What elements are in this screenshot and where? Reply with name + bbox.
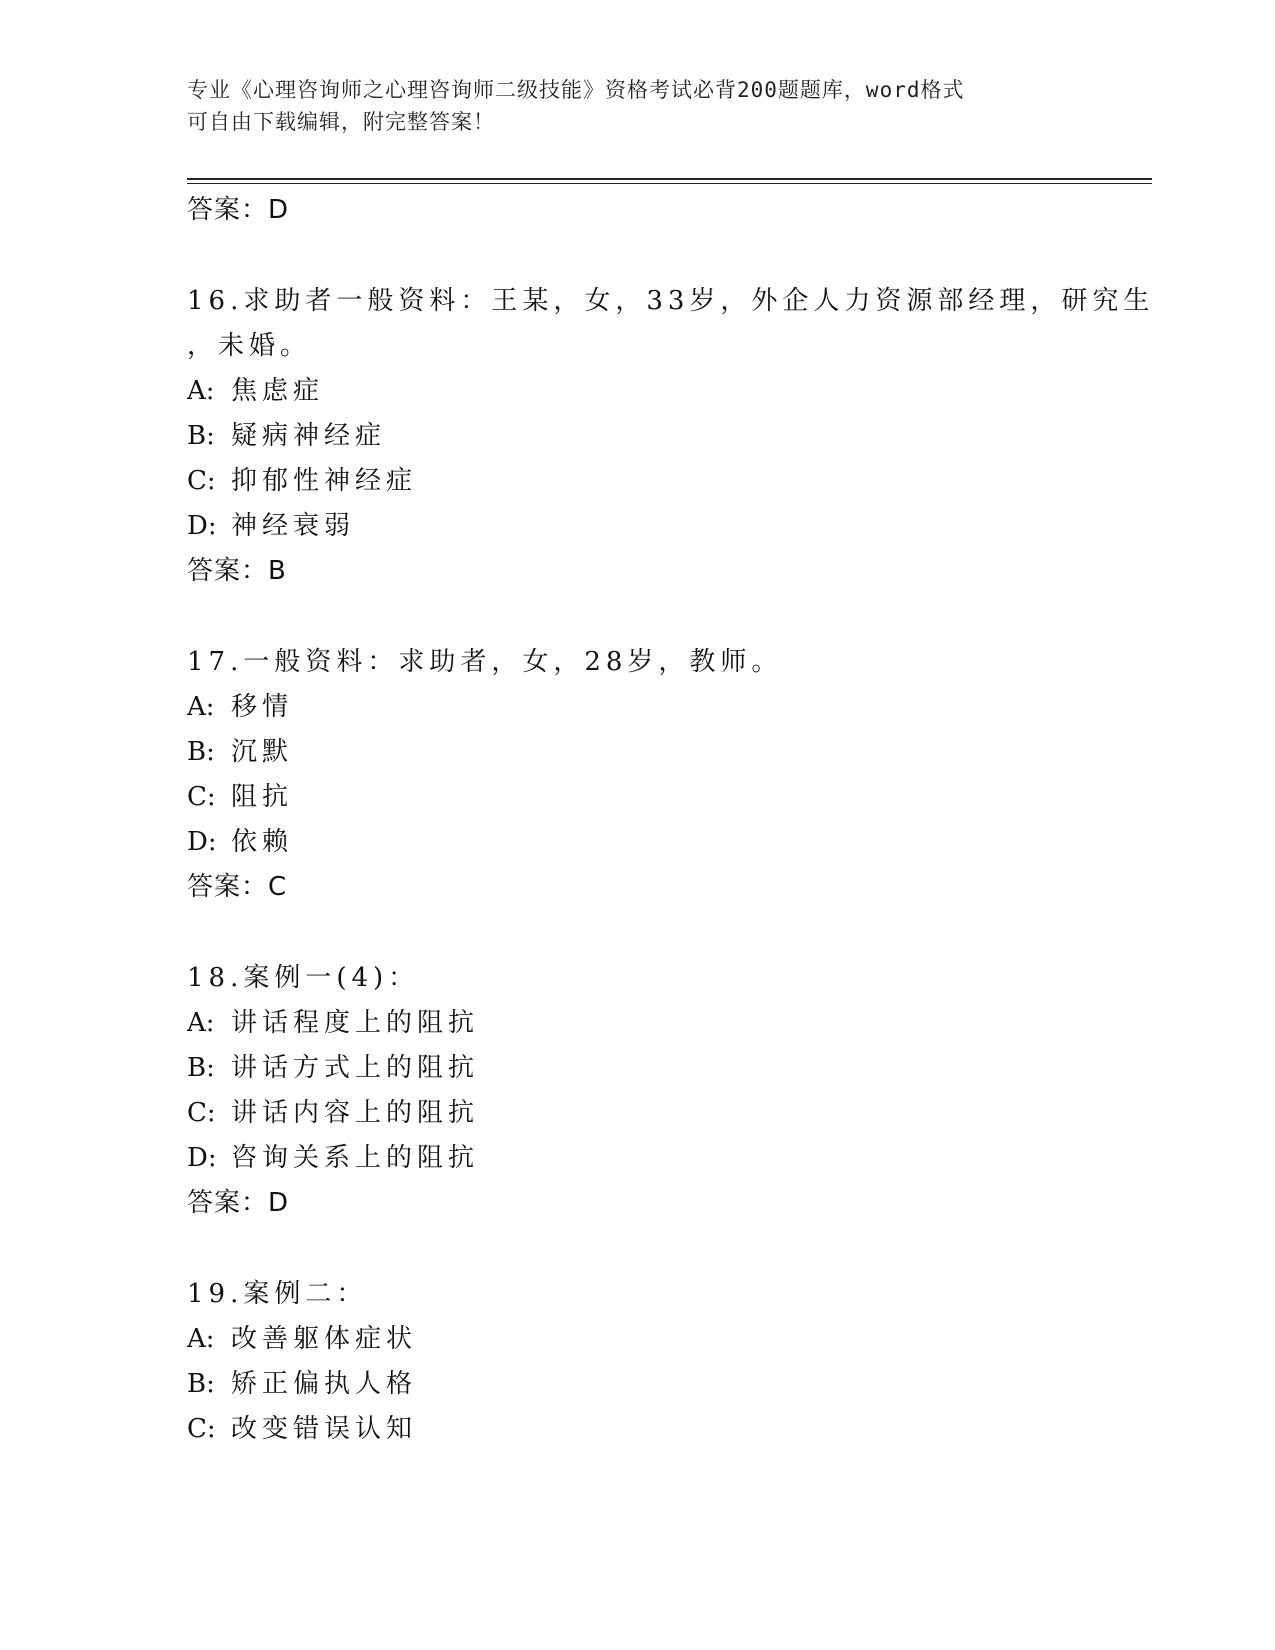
option-a (187, 685, 1147, 730)
header-line-2: 可自由下载编辑，附完整答案！ (187, 110, 495, 134)
document-body (187, 188, 1155, 1452)
spacer (187, 594, 1147, 640)
option-a (187, 369, 1147, 414)
spacer (187, 910, 1147, 956)
document-header (187, 74, 1087, 138)
question-19 (187, 1272, 1147, 1452)
option-text: 神经衰弱 (231, 511, 356, 541)
option-key: C: (187, 1414, 216, 1444)
header-rule-thin (187, 183, 1152, 184)
option-key: A: (187, 1324, 215, 1354)
header-line-1: 专业《心理咨询师之心理咨询师二级技能》资格考试必背200题题库，word格式 (187, 78, 965, 102)
option-key: D: (187, 827, 217, 857)
option-text: 讲话方式上的阻抗 (231, 1053, 480, 1083)
spacer (187, 1226, 1147, 1272)
option-text: 讲话程度上的阻抗 (231, 1008, 480, 1038)
option-text: 改变错误认知 (231, 1414, 418, 1444)
option-c (187, 1091, 1147, 1136)
question-stem-line: 16.求助者一般资料：王某，女，33岁，外企人力资源部经理，研究生 (187, 286, 1155, 316)
option-text: 改善躯体症状 (231, 1324, 418, 1354)
option-key: C: (187, 466, 216, 496)
option-d (187, 820, 1147, 865)
option-key: A: (187, 376, 215, 406)
option-c (187, 775, 1147, 820)
option-key: B: (187, 1053, 215, 1083)
answer-line: 答案：D (187, 1188, 290, 1218)
option-c (187, 459, 1147, 504)
option-b (187, 730, 1147, 775)
question-stem-line: ，未婚。 (187, 331, 312, 361)
option-a (187, 1317, 1147, 1362)
spacer (187, 233, 1147, 279)
option-text: 咨询关系上的阻抗 (231, 1143, 480, 1173)
option-text: 矫正偏执人格 (231, 1369, 418, 1399)
option-text: 焦虑症 (231, 376, 325, 406)
option-b (187, 414, 1147, 459)
option-key: A: (187, 692, 215, 722)
answer-line: 答案：D (187, 195, 290, 225)
option-text: 抑郁性神经症 (231, 466, 418, 496)
option-key: C: (187, 1098, 216, 1128)
option-key: A: (187, 1008, 215, 1038)
option-key: D: (187, 511, 217, 541)
header-rule-thick (187, 178, 1152, 180)
question-16 (187, 279, 1155, 594)
question-stem-line: 17.一般资料：求助者，女，28岁，教师。 (187, 647, 783, 677)
option-a (187, 1001, 1147, 1046)
answer-line: 答案：B (187, 556, 287, 586)
option-text: 依赖 (231, 827, 294, 857)
option-b (187, 1362, 1147, 1407)
option-c (187, 1407, 1147, 1452)
question-18 (187, 956, 1147, 1226)
question-stem-line: 18.案例一(4)： (187, 963, 420, 993)
option-text: 疑病神经症 (231, 421, 387, 451)
option-d (187, 1136, 1147, 1181)
option-text: 沉默 (231, 737, 294, 767)
option-text: 移情 (231, 692, 294, 722)
option-text: 讲话内容上的阻抗 (231, 1098, 480, 1128)
option-b (187, 1046, 1147, 1091)
answer-line: 答案：C (187, 872, 288, 902)
question-stem-line: 19.案例二： (187, 1279, 368, 1309)
option-key: B: (187, 421, 215, 451)
option-d (187, 504, 1147, 549)
option-key: B: (187, 737, 215, 767)
option-key: B: (187, 1369, 215, 1399)
option-text: 阻抗 (231, 782, 294, 812)
question-17 (187, 640, 1147, 910)
option-key: C: (187, 782, 216, 812)
option-key: D: (187, 1143, 217, 1173)
